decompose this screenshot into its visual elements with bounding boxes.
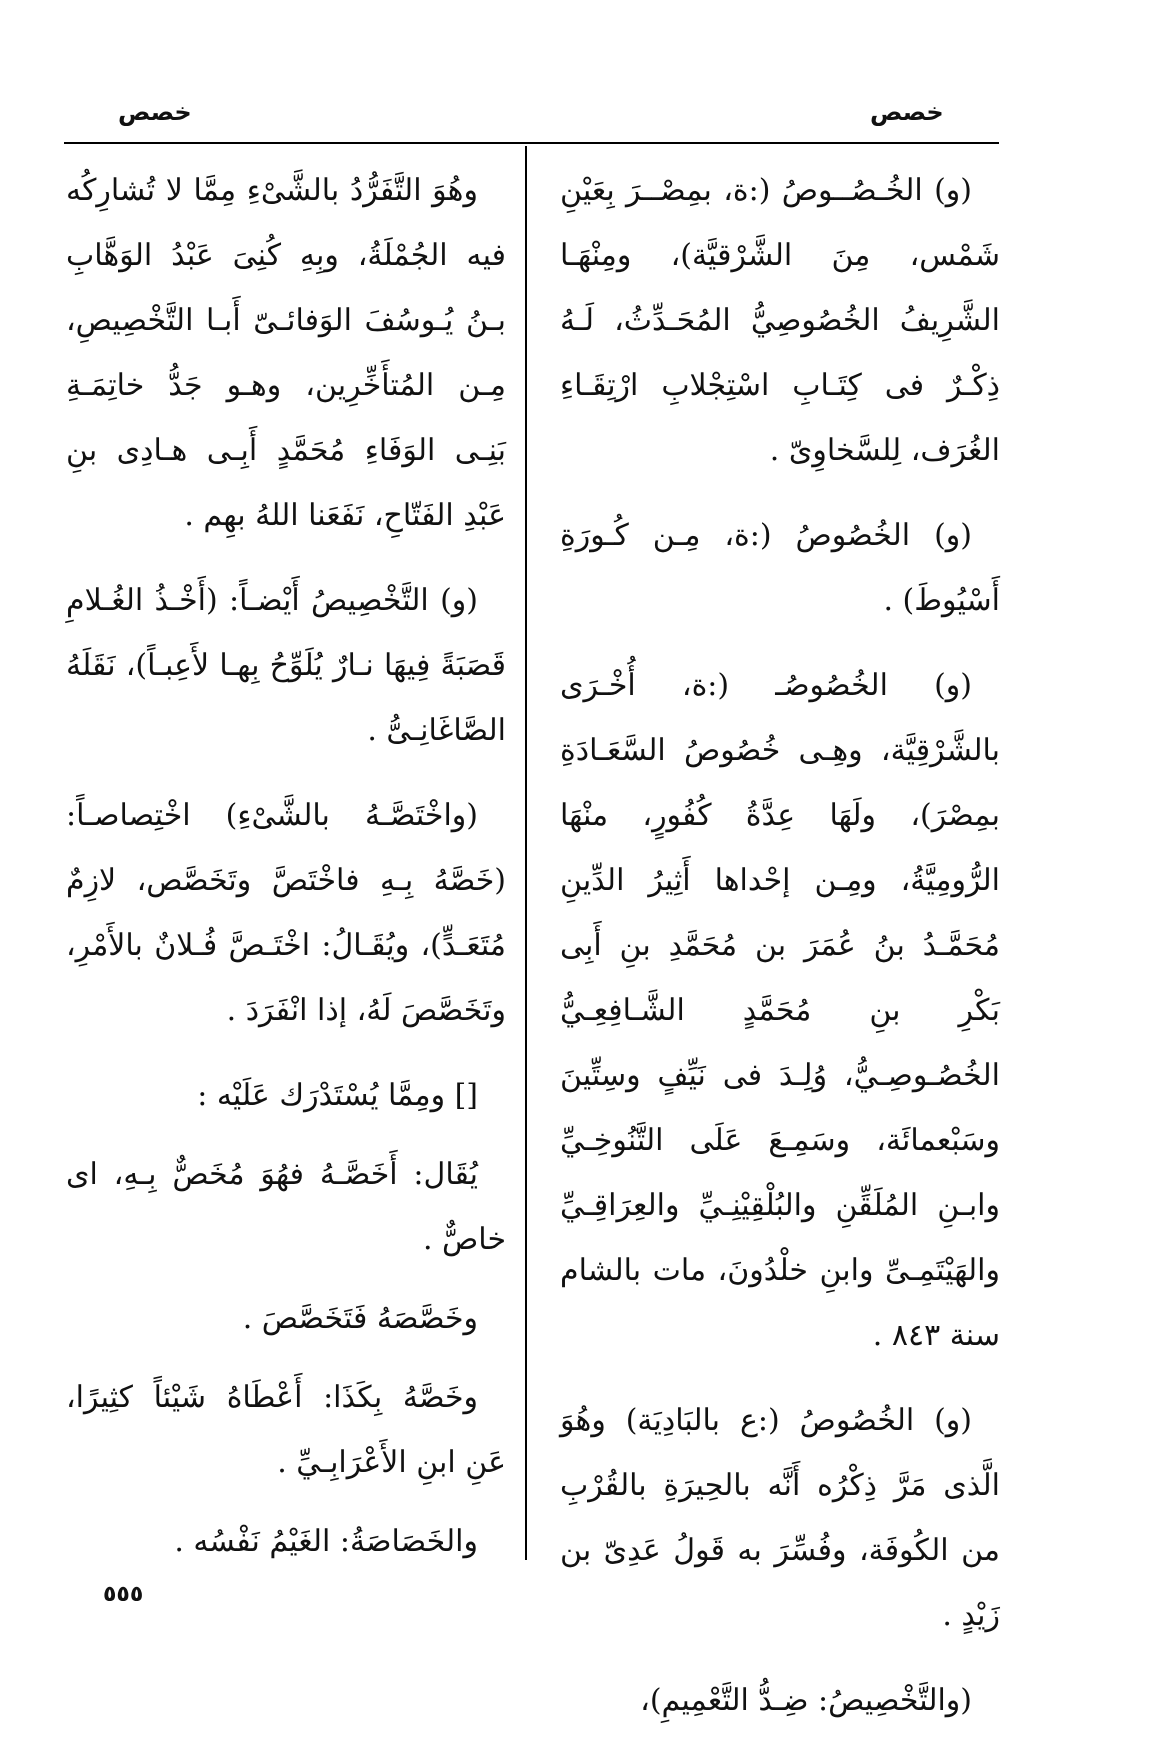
entry-paragraph: وخَصَّصَهُ فَتَخَصَّصَ . [242,1301,478,1336]
supplement-heading: [] ومِمَّا يُسْتَدْرَك عَلَيْه : [197,1078,478,1113]
entry-paragraph: (و) التَّخْصِيصُ أَيْضـاً: (أَخْـذُ الغُـلامِ قَصَبَةً فِيهَا نـارٌ يُلَوِّحُ بِهـا لأَعِبـاً)، نَقَلَهُ الصَّاغَانِـىُّ . [66,583,506,748]
entry-paragraph: (والتَّخْصِيصُ: ضِـدُّ التَّعْمِيمِ)، [640,1683,972,1718]
header-word-left: خصص [118,98,192,126]
right-column [560,158,1000,1753]
page-number: ٥٥٥ [103,1582,144,1607]
entry-paragraph: والخَصَاصَةُ: الغَيْمُ نَفْسُه . [174,1524,478,1559]
entry-paragraph: يُقَال: أَخَصَّـهُ فهُوَ مُخَصٌّ بِـهِ، اى خاصٌّ . [66,1157,506,1257]
column-divider [525,146,527,1560]
entry-paragraph: (واخْتَصَّـهُ بالشَّىْءِ) اخْتِصاصـاً: (خَصَّهُ بِـهِ فاخْتَصَّ وتَخَصَّص، لازِمٌ مُتَعَـدٍّ)، ويُقَـالُ: اخْتَـصَّ فُـلانٌ بالأَمْرِ، وتَخَصَّصَ لَهُ، إذا انْفَرَدَ . [66,798,506,1028]
entry-paragraph: وهُوَ التَّفَرُّدُ بالشَّىْءِ مِمَّا لا تُشارِكُه فيه الجُمْلَةُ، وبِهِ كُنِىَ عَبْدُ الوَهَّابِ بـنُ يُـوسُفَ الوَفائـىّ أَبـا التَّخْصِيصِ، مِـن المُتأَخِّرِين، وهـو جَدُّ خاتِمَـةِ بَنِـى الوَفَاءِ مُحَمَّدٍ أَبِـى هـادِى بنِ عَبْدِ الفَتّاحِ، نَفَعَنا اللهُ بهِم . [66,173,506,533]
entry-paragraph: (و) الخُصُوصُ (:ة، مِـن كُـورَةِ أَسْيُوطَ) . [560,518,1000,618]
entry-paragraph: (و) الخُـصُــوصُ (:ة، بمِصْــرَ بِعَيْنِ شَمْس، مِنَ الشَّرْقيَّة)، ومِنْهَـا الشَّرِيفُ الخُصُوصِيُّ المُحَـدِّثُ، لَـهُ ذِكْـرٌ فى كِتَـابِ اسْتِجْلابِ ارْتِقَـاءِ الغُرَف، لِلسَّخاوِىّ . [560,173,1000,468]
header-rule [64,142,999,144]
entry-paragraph: (و) الخُصُوصُـ (:ة، أُخْـرَى بالشَّرْقِيَّة، وهِـى خُصُوصُ السَّعَـادَةِ بمِصْرَ)، ولَهَا عِدَّةُ كُفُورٍ، منْهَا الرُّومِيَّةُ، ومِـن إحْداها أَثِيرُ الدِّينِ مُحَمَّـدُ بنُ عُمَرَ بن مُحَمَّدِ بنِ أَبِى بَكْرِ بنِ مُحَمَّدٍ الشَّـافِعِـيُّ الخُصُـوصِـيُّ، وُلِـدَ فى نَيِّفٍ وسِتِّينَ وسَبْعمائَة، وسَمِـعَ عَلَى التَّنُوخِـيِّ وابـنِ المُلَقِّنِ والبُلْقِيْنِـيِّ والعِرَاقِـيِّ والهَيْتَمِـىِّ وابنِ خلْدُونَ، مات بالشام سنة ٨٤٣ . [560,668,1000,1353]
entry-paragraph: (و) الخُصُوصُ (:ع بالبَادِيَة) وهُوَ الَّذى مَرَّ ذِكْرُه أَنَّه بالحِيرَةِ بالقُرْبِ من الكُوفَة، وفُسِّرَ به قَولُ عَدِىّ بن زَيْدٍ . [560,1403,1000,1633]
entry-paragraph: وخَصَّهُ بِكَذَا: أَعْطَاهُ شَيْئاً كثِيرًا، عَنِ ابنِ الأَعْرَابِـيِّ . [66,1380,506,1480]
left-column [66,158,506,1588]
header-word-right: خصص [870,98,944,126]
